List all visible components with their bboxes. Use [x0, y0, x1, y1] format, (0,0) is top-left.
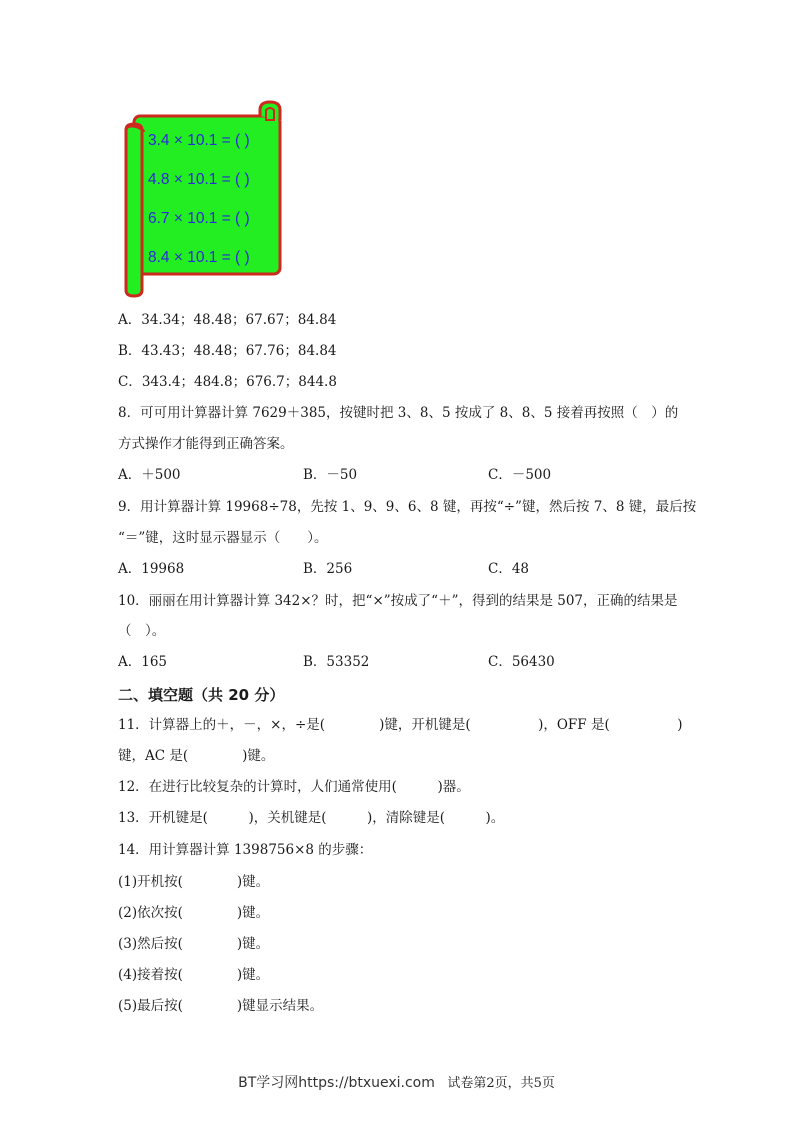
q10-option-a: A．165 — [118, 654, 168, 670]
q9-option-a: A．19968 — [118, 561, 185, 577]
q14-step-4: (4)接着按( )键。 — [118, 967, 270, 983]
scroll-illustration — [120, 100, 290, 300]
q7-option-b: B．43.43；48.48；67.76；84.84 — [118, 343, 337, 359]
q14-stem: 14．用计算器计算 1398756×8 的步骤： — [118, 842, 373, 858]
q12-stem: 12．在进行比较复杂的计算时，人们通常使用( )器。 — [118, 779, 470, 795]
q8-stem-line-1: 8．可可用计算器计算 7629＋385，按键时把 3、8、5 按成了 8、8、5 接着再按照（ ）的 — [118, 405, 679, 421]
scroll-graphic — [120, 100, 290, 300]
q8-option-c: C．－500 — [488, 467, 552, 483]
q10-stem-line-2: （ ）。 — [118, 623, 166, 639]
page-footer — [0, 1072, 793, 1092]
q9-option-c: C．48 — [488, 561, 530, 577]
q9-option-b: B．256 — [303, 561, 353, 577]
scroll-line-4: 8.4 × 10.1 = ( ) — [148, 249, 250, 266]
page-number: 试卷第2页，共5页 — [447, 1076, 555, 1091]
section-title: 二、填空题（共 20 分） — [118, 686, 285, 704]
q10-stem-line-1: 10．丽丽在用计算器计算 342×？时，把“×”按成了“＋”，得到的结果是 507，正确的结果是 — [118, 593, 678, 609]
q10-option-c: C．56430 — [488, 654, 555, 670]
q8-option-a: A．＋500 — [118, 467, 181, 483]
q11-stem-line-2: 键，AC 是( )键。 — [118, 748, 275, 764]
q9-stem-line-2: “＝”键，这时显示器显示（ ）。 — [118, 530, 328, 546]
watermark-text: BT学习网https://btxuexi.com — [238, 1075, 435, 1091]
scroll-line-2: 4.8 × 10.1 = ( ) — [148, 171, 250, 188]
q8-stem-line-2: 方式操作才能得到正确答案。 — [118, 436, 294, 452]
q14-step-3: (3)然后按( )键。 — [118, 936, 270, 952]
q11-stem-line-1: 11．计算器上的＋，－，×，÷是( )键，开机键是( )，OFF 是( ) — [118, 717, 683, 733]
q14-step-5: (5)最后按( )键显示结果。 — [118, 998, 324, 1014]
q9-stem-line-1: 9．用计算器计算 19968÷78，先按 1、9、9、6、8 键，再按“÷”键，然后按 7、8 键，最后按 — [118, 499, 697, 515]
q7-option-a: A．34.34；48.48；67.67；84.84 — [118, 312, 337, 328]
q14-step-2: (2)依次按( )键。 — [118, 905, 270, 921]
q8-option-b: B．－50 — [303, 467, 358, 483]
q14-step-1: (1)开机按( )键。 — [118, 874, 270, 890]
q10-option-b: B．53352 — [303, 654, 370, 670]
q7-option-c: C．343.4；484.8；676.7；844.8 — [118, 374, 337, 390]
scroll-line-3: 6.7 × 10.1 = ( ) — [148, 210, 250, 227]
q13-stem: 13．开机键是( )，关机键是( )，清除键是( )。 — [118, 810, 505, 826]
scroll-line-1: 3.4 × 10.1 = ( ) — [148, 132, 250, 149]
